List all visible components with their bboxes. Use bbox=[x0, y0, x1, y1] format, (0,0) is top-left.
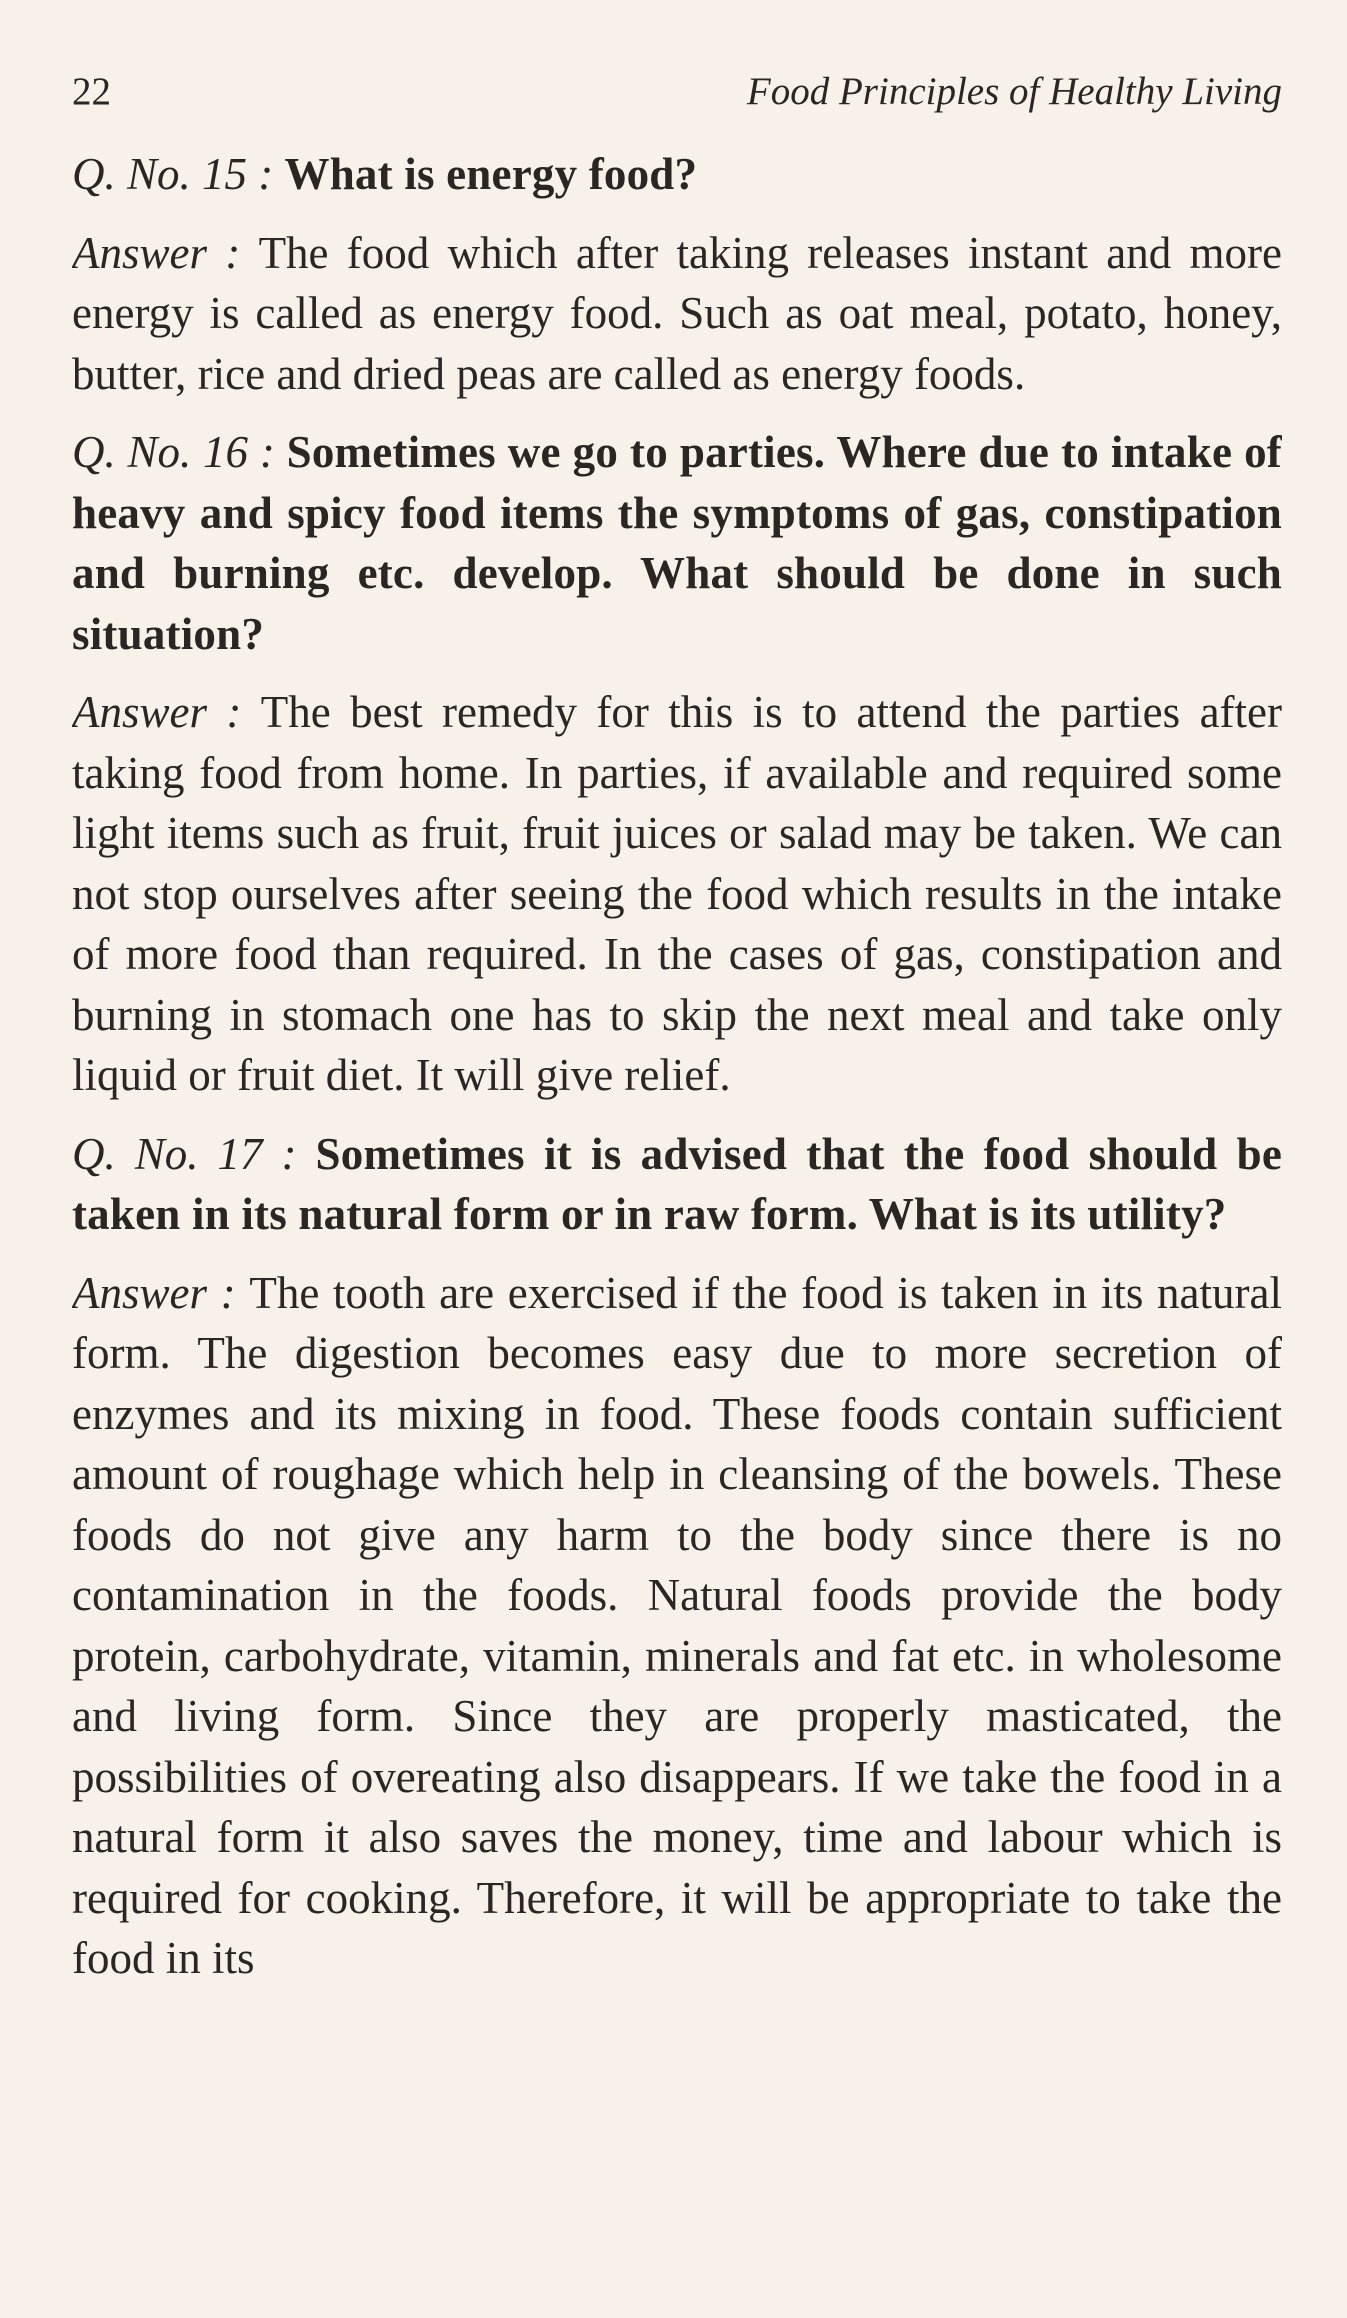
question-label: Q. No. 15 : bbox=[72, 149, 285, 199]
question-text: Sometimes it is advised that the food should be taken in its natural form or in raw form. What is its utility? bbox=[72, 1128, 1282, 1239]
answer-label: Answer : bbox=[72, 1267, 250, 1318]
book-page bbox=[72, 58, 1282, 2288]
qa-item-16 bbox=[72, 422, 1282, 1106]
page-number: 22 bbox=[72, 70, 111, 113]
question-text: What is energy food? bbox=[284, 149, 698, 199]
running-header bbox=[72, 58, 1282, 126]
answer-text: The best remedy for this is to attend the parties after taking food from home. In parties, if available and required some light items such as fruit, fruit juices or salad may be taken. We can not stop ourselves after seeing the food which results in the intake of more food than required. In the cases of gas, constipation and burning in stomach one has to skip the next meal and take only liquid or fruit diet. It will give relief. bbox=[72, 687, 1282, 1100]
qa-item-15 bbox=[72, 144, 1282, 404]
qa-item-17 bbox=[72, 1124, 1282, 1989]
answer-label: Answer : bbox=[72, 687, 261, 737]
answer-paragraph bbox=[72, 223, 1282, 405]
question-paragraph bbox=[72, 1124, 1282, 1245]
answer-text: The food which after taking releases instant and more energy is called as energy food. Such as oat meal, potato, honey, butter, rice and dried peas are called as energy foods. bbox=[72, 227, 1282, 399]
question-paragraph bbox=[72, 144, 1282, 205]
running-title: Food Principles of Healthy Living bbox=[746, 70, 1282, 113]
answer-text: The tooth are exercised if the food is taken in its natural form. The digestion becomes easy due to more secretion of enzymes and its mixing in food. These foods contain sufficient amount of roughage which help in cleansing of the bowels. These foods do not give any harm to the body since there is no contamination in the foods. Natural foods provide the body protein, carbohydrate, vitamin, minerals and fat etc. in wholesome and living form. Since they are properly masticated, the possibilities of overeating also disappears. If we take the food in a natural form it also saves the money, time and labour which is required for cooking. Therefore, it will be appropriate to take the food in its bbox=[72, 1267, 1282, 1983]
question-text: Sometimes we go to parties. Where due to intake of heavy and spicy food items the symptoms of gas, constipation and burning etc. develop. What should be done in such situation? bbox=[72, 427, 1282, 659]
answer-paragraph bbox=[72, 682, 1282, 1106]
question-paragraph bbox=[72, 422, 1282, 664]
question-label: Q. No. 16 : bbox=[72, 427, 287, 477]
answer-paragraph bbox=[72, 1263, 1282, 1989]
question-label: Q. No. 17 : bbox=[72, 1128, 316, 1179]
answer-label: Answer : bbox=[72, 227, 259, 278]
